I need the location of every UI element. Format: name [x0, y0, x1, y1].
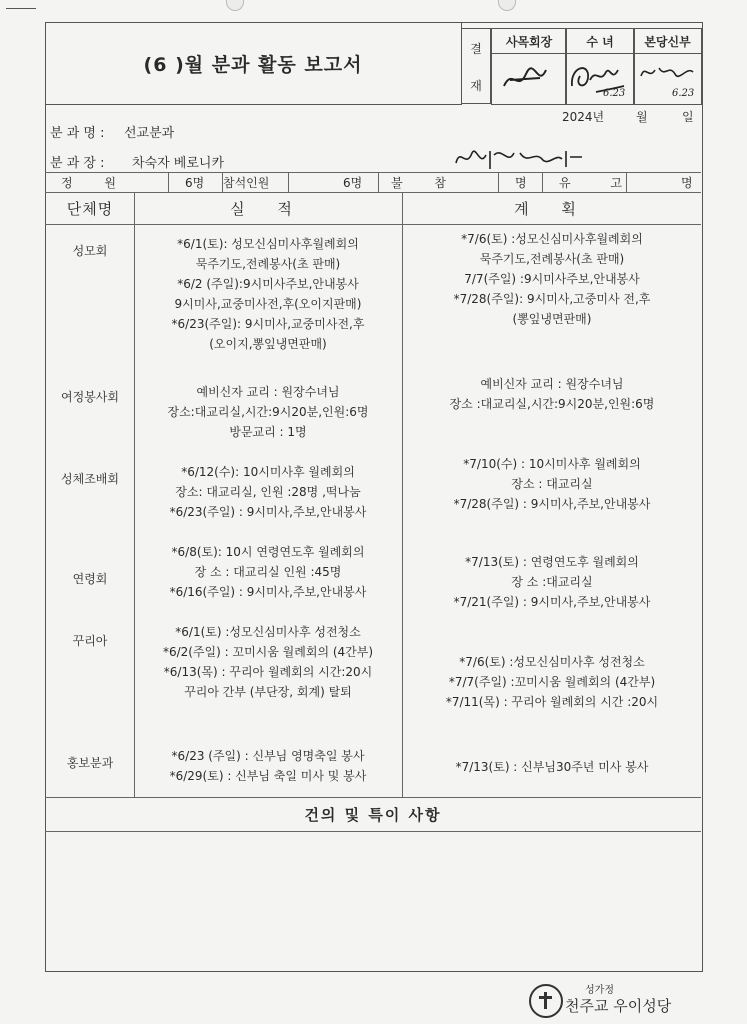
plans-line: 묵주기도,전례봉사(초 판매): [479, 252, 625, 266]
plans-line: *7/7(주일) :꼬미시움 월례회의 (4간부): [448, 675, 656, 689]
results-line: 방문교리 : 1명: [229, 425, 307, 439]
divider: [45, 224, 701, 225]
plans-line: *7/28(주일) : 9시미사,주보,안내봉사: [453, 497, 651, 511]
signature-head-icon: [450, 143, 610, 173]
group-name: 홍보분과: [66, 756, 114, 770]
plans-line: *7/6(토) :성모신심미사후 성전청소: [459, 655, 645, 669]
group-name: 성모회: [72, 244, 108, 258]
plans-line: *7/21(주일) : 9시미사,주보,안내봉사: [453, 595, 651, 609]
divider: [134, 192, 135, 797]
group-name: 꾸리아: [72, 634, 108, 648]
group-name: 성체조배회: [61, 472, 119, 486]
results-line: 묵주기도,전례봉사(초 판매): [195, 257, 341, 271]
results-line: *6/16(주일) : 9시미사,주보,안내봉사: [169, 585, 367, 599]
results-line: (오이지,뽕잎냉면판매): [209, 337, 327, 351]
date-day: 일: [682, 110, 694, 124]
results-line: *6/1(토) :성모신심미사후 성전청소: [175, 625, 361, 639]
approval-col-pastor: 본당신부: [633, 28, 702, 54]
signature-date-pastor: 6.23: [672, 88, 695, 99]
divider: [626, 172, 627, 192]
dept-label: 분 과 명 :: [50, 126, 105, 141]
plans-line: *7/10(수) : 10시미사후 월례회의: [463, 457, 641, 471]
approval-label-box: [461, 28, 491, 104]
plans-block: [404, 454, 700, 514]
plans-block: [404, 757, 700, 777]
plans-line: *7/11(목) : 꾸리아 월례회의 시간 :20시: [445, 695, 659, 709]
results-line: 장소:대교리실,시간:9시20분,인원:6명: [167, 405, 369, 419]
plans-line: 장소 : 대교리실: [511, 477, 593, 491]
attend-label: 참석인원: [223, 176, 270, 190]
quota-label: 정 원: [61, 176, 130, 190]
footer-small-text: 성가정: [585, 985, 614, 996]
date-year: 2024년: [562, 110, 605, 124]
plans-line: *7/13(토) : 신부님30주년 미사 봉사: [455, 760, 649, 774]
plans-line: *7/28(주일): 9시미사,고중미사 전,후: [453, 292, 651, 306]
approval-label-bottom: 재: [470, 78, 482, 93]
plans-block: [404, 229, 700, 329]
notes-area: [48, 834, 698, 966]
divider: [542, 172, 543, 192]
divider: [45, 192, 701, 193]
signature-council-icon: [500, 62, 556, 96]
divider: [222, 172, 223, 192]
plans-line: *7/6(토) :성모신심미사후월례회의: [461, 232, 643, 246]
divider: [168, 172, 169, 192]
plans-line: *7/13(토) : 연령연도후 월례회의: [465, 555, 639, 569]
divider: [378, 172, 379, 192]
title-box: [45, 22, 462, 105]
plans-block: [404, 552, 700, 612]
results-line: 장 소 : 대교리실 인원 :45명: [194, 565, 342, 579]
group-name: 연령회: [72, 572, 108, 586]
results-block: [136, 746, 400, 786]
divider: [498, 172, 499, 192]
plans-block: [404, 374, 700, 414]
divider: [288, 172, 289, 192]
binder-hole: [226, 0, 244, 11]
results-line: 꾸리아 간부 (부단장, 회계) 탈퇴: [184, 685, 352, 699]
results-block: [136, 382, 400, 442]
group-name: 여정봉사회: [61, 390, 119, 404]
corner-mark: [6, 8, 36, 9]
signature-date-sister: 6.23: [603, 88, 626, 99]
results-line: *6/2(주일) : 꼬미시움 월례회의 (4간부): [162, 645, 374, 659]
absent-unit: 명: [515, 176, 527, 190]
report-title: (6 )월 분과 활동 보고서: [143, 53, 363, 76]
approval-col-sister: 수 녀: [565, 28, 635, 54]
results-block: [136, 234, 400, 354]
head-label: 분 과 장 :: [50, 156, 105, 171]
divider: [402, 192, 403, 797]
col-head-group: 단체명: [66, 199, 114, 218]
results-line: *6/13(목) : 꾸리아 월례회의 시간:20시: [163, 665, 373, 679]
results-block: [136, 462, 400, 522]
results-block: [136, 622, 400, 702]
head-value: 차숙자 베로니카: [132, 156, 225, 171]
dept-value: 선교분과: [124, 126, 175, 141]
results-line: *6/12(수): 10시미사후 월례회의: [181, 465, 355, 479]
col-head-plans: 계 획: [514, 199, 590, 218]
reason-label: 유 고: [559, 176, 640, 190]
results-line: 예비신자 교리 : 원장수녀님: [196, 385, 340, 399]
footer-parish-name: 천주교 우이성당: [565, 997, 672, 1015]
binder-hole: [498, 0, 516, 11]
approval-label-top: 결: [461, 28, 491, 67]
results-line: *6/2 (주일):9시미사주보,안내봉사: [177, 277, 359, 291]
plans-line: (뽕잎냉면판매): [512, 312, 592, 326]
quota-value: 6명: [185, 176, 205, 190]
absent-label: 불 참: [391, 176, 460, 190]
attend-value: 6명: [343, 176, 363, 190]
approval-col-council: 사목회장: [491, 28, 567, 54]
results-line: *6/23(주일) : 9시미사,주보,안내봉사: [169, 505, 367, 519]
results-line: *6/1(토): 성모신심미사후월례회의: [177, 237, 359, 251]
parish-logo-icon: [529, 984, 563, 1018]
divider: [45, 831, 701, 832]
date-month: 월: [636, 110, 648, 124]
results-line: *6/23(주일): 9시미사,교중미사전,후: [171, 317, 365, 331]
results-line: 장소: 대교리실, 인원 :28명 ,떡나눔: [175, 485, 361, 499]
results-line: *6/8(토): 10시 연령연도후 월례회의: [171, 545, 365, 559]
results-block: [136, 542, 400, 602]
reason-unit: 명: [681, 176, 693, 190]
results-line: *6/23 (주일) : 신부님 영명축일 봉사: [171, 749, 365, 763]
notes-title: 건의 및 특이 사항: [304, 805, 442, 824]
count-row: [45, 172, 701, 192]
plans-line: 7/7(주일) :9시미사주보,안내봉사: [464, 272, 640, 286]
results-line: 9시미사,교중미사전,후(오이지판매): [174, 297, 362, 311]
plans-line: 예비신자 교리 : 원장수녀님: [480, 377, 624, 391]
plans-block: [404, 652, 700, 712]
results-line: *6/29(토) : 신부님 축일 미사 및 봉사: [169, 769, 367, 783]
plans-line: 장소 :대교리실,시간:9시20분,인원:6명: [449, 397, 655, 411]
col-head-results: 실 적: [230, 199, 306, 218]
plans-line: 장 소 :대교리실: [511, 575, 593, 589]
